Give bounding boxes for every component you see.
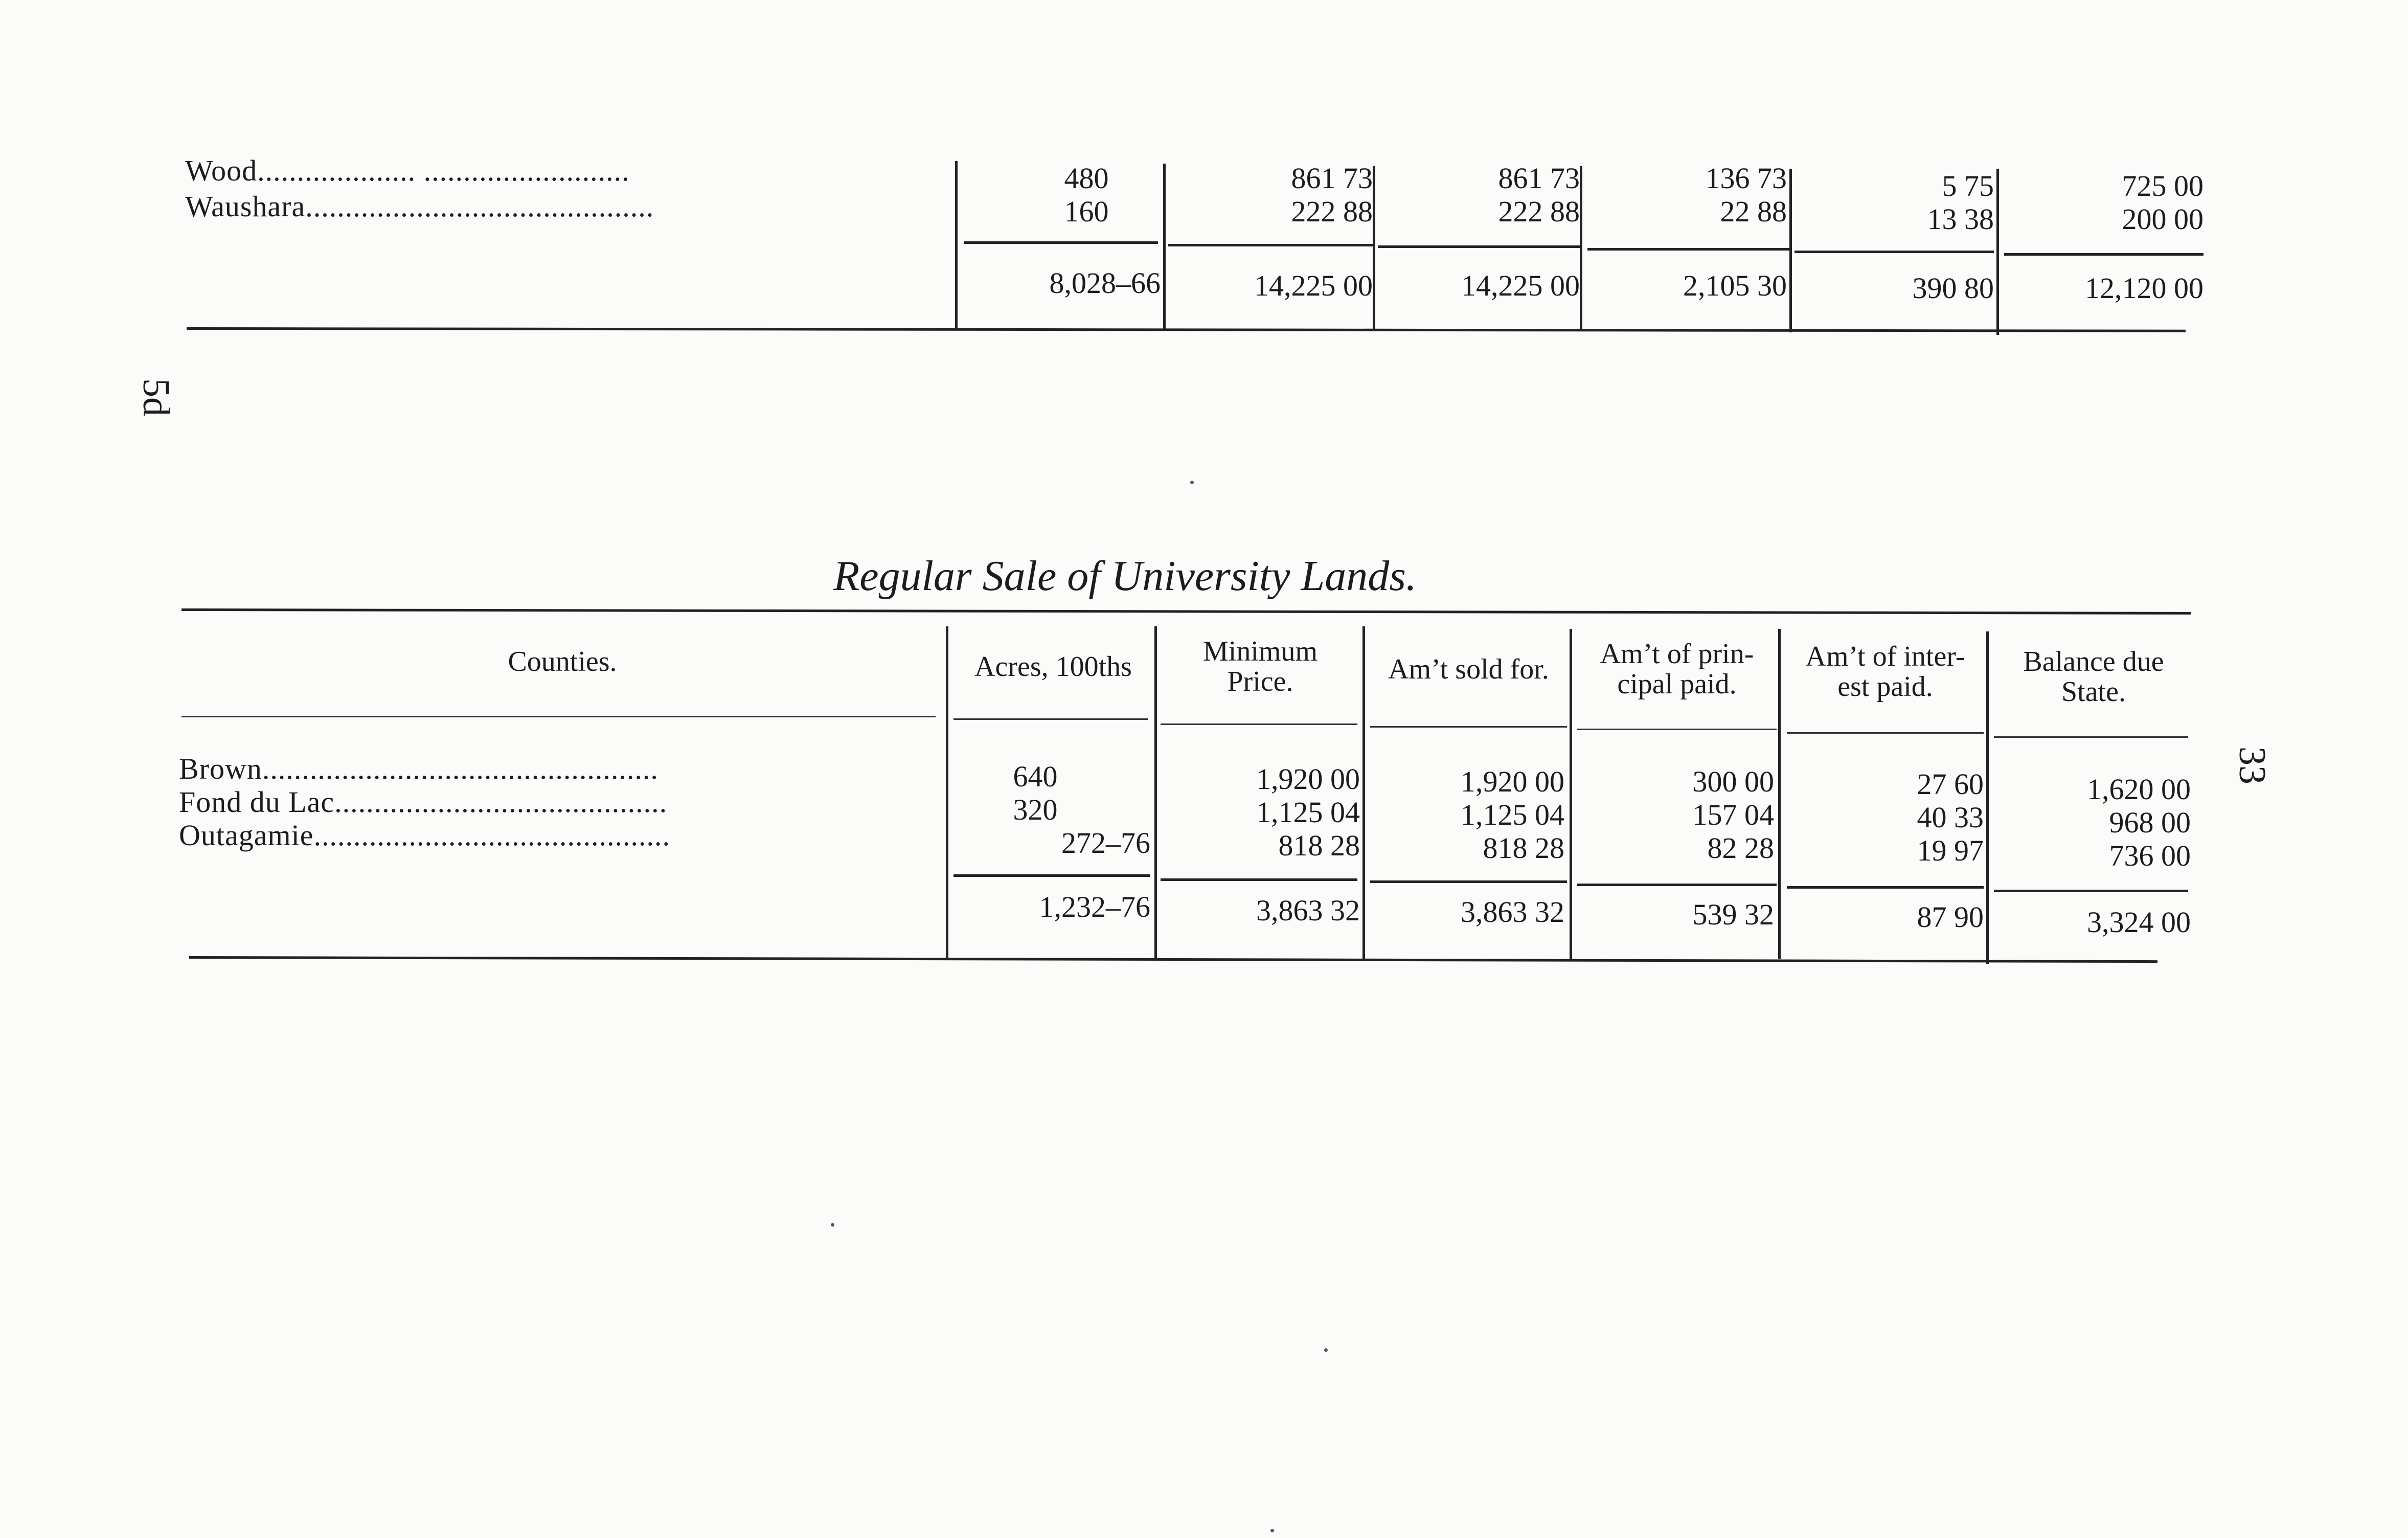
sum-rule bbox=[1577, 884, 1777, 886]
header-rule bbox=[953, 718, 1148, 720]
sum-rule bbox=[1587, 248, 1789, 251]
min-price-waushara: 222 88 bbox=[1291, 195, 1373, 228]
sum-rule bbox=[964, 241, 1158, 244]
page-number: 33 bbox=[2231, 747, 2273, 784]
total-min-price: 3,863 32 bbox=[1256, 894, 1360, 927]
total-balance: 3,324 00 bbox=[2087, 906, 2191, 939]
header-sold-for: Am’t sold for. bbox=[1388, 653, 1549, 685]
interest-fond-du-lac: 40 33 bbox=[1917, 801, 1984, 834]
balance-outagamie: 736 00 bbox=[2109, 839, 2191, 872]
sum-rule bbox=[1787, 886, 1984, 889]
total-sold-for: 3,863 32 bbox=[1461, 895, 1564, 929]
column-divider bbox=[1154, 626, 1157, 959]
header-rule bbox=[1994, 736, 2188, 738]
total-balance: 12,120 00 bbox=[2085, 272, 2203, 305]
total-sold-for: 14,225 00 bbox=[1461, 269, 1580, 302]
county-label-waushara: Waushara............................................ bbox=[185, 190, 654, 223]
balance-waushara: 200 00 bbox=[2122, 202, 2203, 236]
sum-rule bbox=[1161, 878, 1357, 881]
sum-rule bbox=[2004, 253, 2203, 256]
acres-wood: 480 bbox=[1064, 162, 1109, 195]
balance-fond-du-lac: 968 00 bbox=[2109, 806, 2191, 839]
column-divider bbox=[1570, 629, 1572, 959]
total-principal: 539 32 bbox=[1692, 898, 1774, 931]
scan-speck bbox=[1324, 1348, 1328, 1352]
sold-for-fond-du-lac: 1,125 04 bbox=[1461, 798, 1564, 831]
total-acres: 1,232–76 bbox=[1039, 890, 1150, 923]
header-principal: Am’t of prin- cipal paid. bbox=[1600, 638, 1754, 700]
header-balance: Balance due State. bbox=[2023, 646, 2164, 708]
table-title: Regular Sale of University Lands. bbox=[833, 552, 1417, 600]
table-top-rule bbox=[181, 608, 2191, 615]
interest-brown: 27 60 bbox=[1917, 767, 1984, 801]
interest-waushara: 13 38 bbox=[1927, 202, 1994, 236]
acres-outagamie: 272–76 bbox=[1061, 826, 1150, 860]
header-min-price: Minimum Price. bbox=[1202, 636, 1318, 697]
acres-brown: 640 bbox=[1013, 760, 1058, 793]
column-divider bbox=[1996, 169, 1999, 335]
total-interest: 390 80 bbox=[1912, 272, 1994, 305]
principal-brown: 300 00 bbox=[1692, 765, 1774, 798]
column-divider bbox=[1789, 169, 1792, 332]
sold-for-brown: 1,920 00 bbox=[1461, 765, 1564, 798]
interest-outagamie: 19 97 bbox=[1917, 834, 1984, 867]
balance-wood: 725 00 bbox=[2122, 169, 2203, 202]
column-divider bbox=[1580, 166, 1582, 330]
principal-waushara: 22 88 bbox=[1720, 195, 1787, 228]
principal-wood: 136 73 bbox=[1705, 162, 1787, 195]
sum-rule bbox=[1378, 245, 1580, 248]
header-counties: Counties. bbox=[508, 646, 617, 677]
header-rule bbox=[181, 716, 936, 717]
acres-fond-du-lac: 320 bbox=[1013, 793, 1058, 826]
scan-speck bbox=[1190, 481, 1194, 484]
column-divider bbox=[955, 161, 958, 330]
min-price-wood: 861 73 bbox=[1291, 162, 1373, 195]
sum-rule bbox=[1370, 880, 1567, 883]
total-principal: 2,105 30 bbox=[1683, 269, 1787, 302]
header-rule bbox=[1370, 726, 1567, 728]
acres-waushara: 160 bbox=[1064, 195, 1109, 228]
table-bottom-rule bbox=[189, 956, 2157, 963]
total-interest: 87 90 bbox=[1917, 900, 1984, 934]
column-divider bbox=[1986, 631, 1989, 964]
column-divider bbox=[1362, 626, 1365, 959]
principal-fond-du-lac: 157 04 bbox=[1692, 798, 1774, 831]
scan-speck bbox=[1270, 1529, 1274, 1532]
column-divider bbox=[1778, 629, 1781, 959]
balance-brown: 1,620 00 bbox=[2087, 773, 2191, 806]
county-label-outagamie: Outagamie............................................. bbox=[179, 819, 670, 852]
principal-outagamie: 82 28 bbox=[1707, 831, 1774, 865]
column-divider bbox=[1163, 164, 1166, 330]
interest-wood: 5 75 bbox=[1942, 169, 1994, 202]
county-label-brown: Brown.................................................. bbox=[179, 752, 658, 785]
header-rule bbox=[1787, 732, 1984, 734]
sold-for-waushara: 222 88 bbox=[1498, 195, 1580, 228]
min-price-outagamie: 818 28 bbox=[1278, 829, 1360, 862]
sum-rule bbox=[1168, 244, 1373, 246]
column-divider bbox=[946, 626, 948, 959]
scan-speck bbox=[831, 1223, 834, 1227]
total-acres: 8,028–66 bbox=[1049, 266, 1161, 300]
county-label-wood: Wood.................... .......................... bbox=[185, 154, 630, 187]
table-bottom-rule bbox=[187, 327, 2186, 332]
header-rule bbox=[1577, 729, 1777, 730]
sold-for-outagamie: 818 28 bbox=[1483, 831, 1564, 865]
sold-for-wood: 861 73 bbox=[1498, 162, 1580, 195]
sum-rule bbox=[1794, 251, 1994, 253]
page-signature-mark: 5d bbox=[135, 378, 177, 416]
header-interest: Am’t of inter- est paid. bbox=[1805, 641, 1965, 703]
header-rule bbox=[1161, 723, 1357, 725]
min-price-fond-du-lac: 1,125 04 bbox=[1256, 796, 1360, 829]
sum-rule bbox=[953, 874, 1150, 877]
header-acres: Acres, 100ths bbox=[974, 651, 1132, 683]
total-min-price: 14,225 00 bbox=[1254, 269, 1373, 302]
sum-rule bbox=[1994, 890, 2188, 892]
column-divider bbox=[1373, 166, 1375, 330]
county-label-fond-du-lac: Fond du Lac.......................................... bbox=[179, 785, 668, 819]
min-price-brown: 1,920 00 bbox=[1256, 762, 1360, 796]
